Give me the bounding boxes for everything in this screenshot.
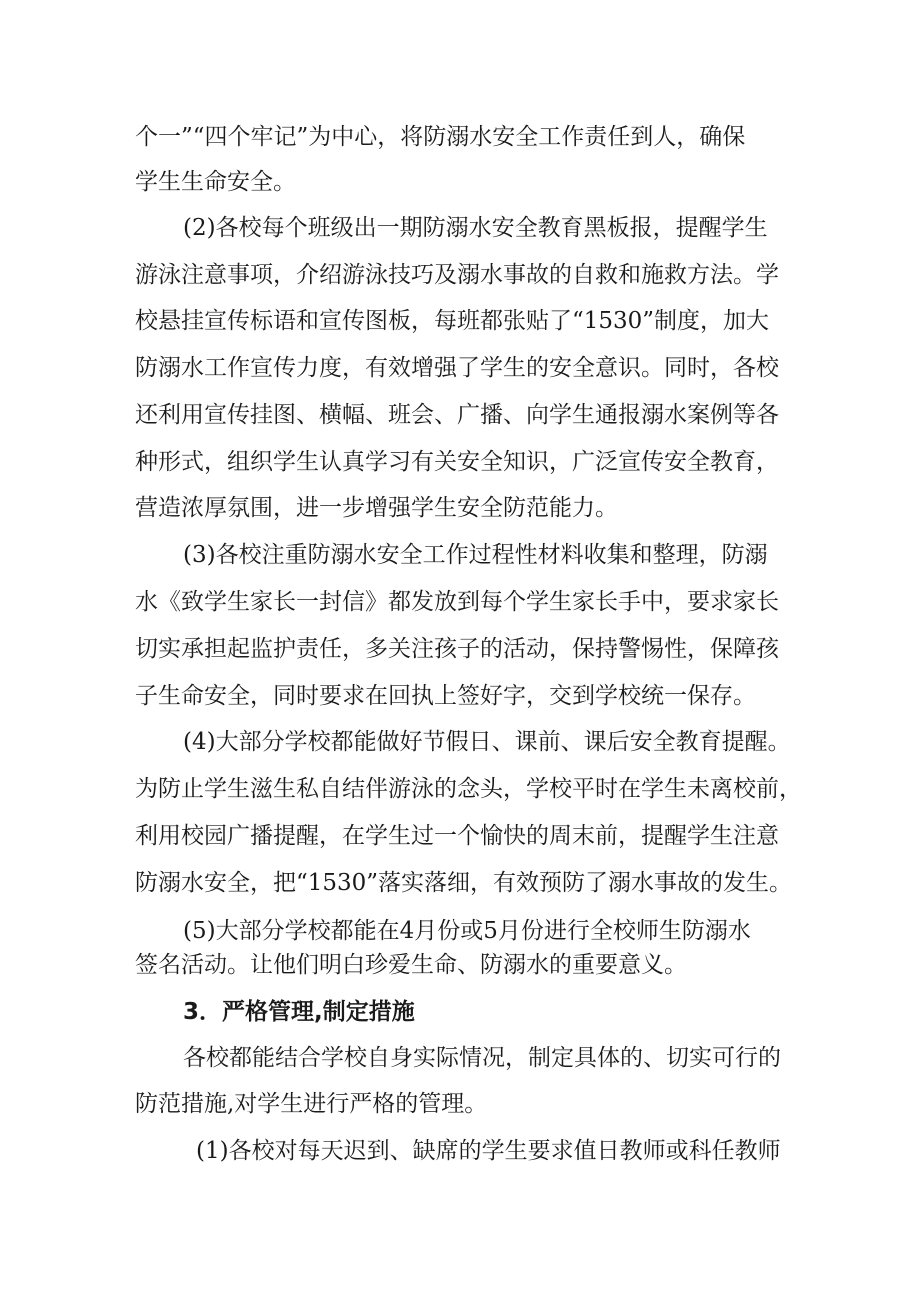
text-line: 水《致学生家长一封信》都发放到每个学生家长手中，要求家长 xyxy=(135,589,779,615)
text-line: 防溺水工作宣传力度，有效增强了学生的安全意识。同时，各校 xyxy=(135,355,779,381)
section-heading: 3．严格管理,制定措施 xyxy=(183,999,415,1025)
text-line: 校悬挂宣传标语和宣传图板，每班都张贴了“1530”制度，加大 xyxy=(135,308,770,334)
text-line: 为防止学生滋生私自结伴游泳的念头，学校平时在学生未离校前， xyxy=(135,776,802,802)
paragraph-first-line: 各校都能结合学校自身实际情况，制定具体的、切实可行的 xyxy=(183,1045,781,1071)
text-line: 利用校园广播提醒，在学生过一个愉快的周末前，提醒学生注意 xyxy=(135,823,779,849)
paragraph-first-line: (4)大部分学校都能做好节假日、课前、课后安全教育提醒。 xyxy=(183,729,791,755)
text-line: 营造浓厚氛围，进一步增强学生安全防范能力。 xyxy=(135,495,618,521)
text-line: 学生生命安全。 xyxy=(135,169,296,195)
paragraph-first-line: (2)各校每个班级出一期防溺水安全教育黑板报，提醒学生 xyxy=(183,215,768,241)
text-line: 个一”“四个牢记”为中心，将防溺水安全工作责任到人，确保 xyxy=(135,124,746,150)
text-line: 还利用宣传挂图、横幅、班会、广播、向学生通报溺水案例等各 xyxy=(135,402,779,428)
text-line: 防溺水安全，把“1530”落实落细，有效预防了溺水事故的发生。 xyxy=(135,870,793,896)
text-line: 子生命安全，同时要求在回执上签好字，交到学校统一保存。 xyxy=(135,683,756,709)
paragraph-first-line: (3)各校注重防溺水安全工作过程性材料收集和整理，防溺 xyxy=(183,542,768,568)
paragraph-first-line: (5)大部分学校都能在4月份或5月份进行全校师生防溺水 xyxy=(183,918,751,944)
text-line: 种形式，组织学生认真学习有关安全知识，广泛宣传安全教育， xyxy=(135,449,779,475)
text-line: 游泳注意事项，介绍游泳技巧及溺水事故的自救和施救方法。学 xyxy=(135,262,779,288)
text-line: 切实承担起监护责任，多关注孩子的活动，保持警惕性，保障孩 xyxy=(135,636,779,662)
text-line: 防范措施,对学生进行严格的管理。 xyxy=(135,1091,488,1117)
text-line: 签名活动。让他们明白珍爱生命、防溺水的重要意义。 xyxy=(135,952,687,978)
paragraph-first-line: (1)各校对每天迟到、缺席的学生要求值日教师或科任教师 xyxy=(196,1138,781,1164)
